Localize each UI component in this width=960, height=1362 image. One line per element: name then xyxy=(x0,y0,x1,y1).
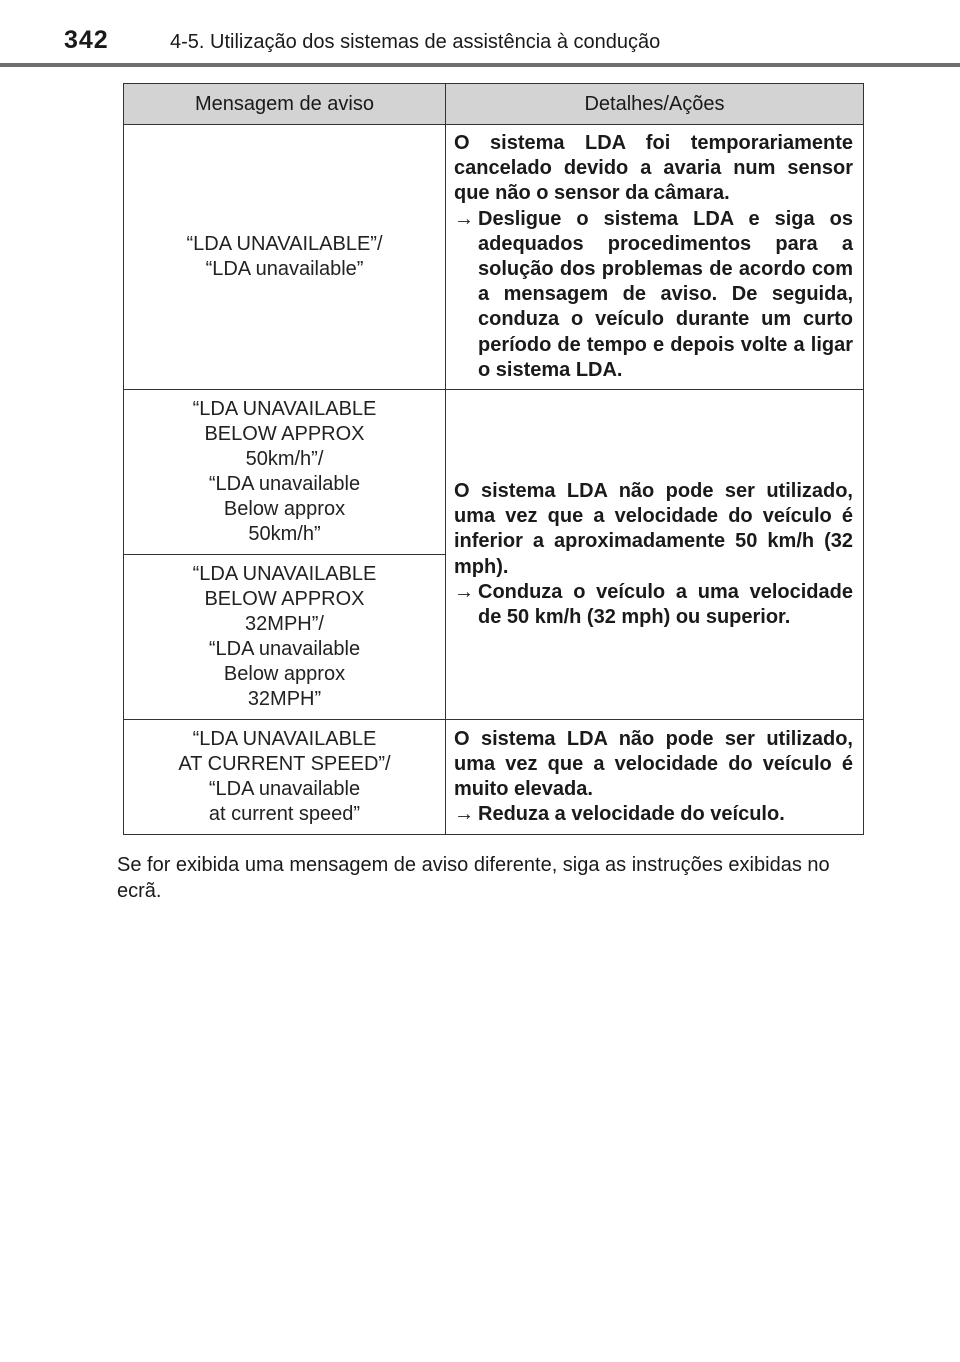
arrow-icon: → xyxy=(454,580,474,603)
footnote-text: Se for exibida uma mensagem de aviso diferente, siga as instruções exibidas no ecrã. xyxy=(117,854,830,902)
action-item xyxy=(454,207,853,383)
message-line: 50km/h” xyxy=(248,523,321,546)
page-number: 342 xyxy=(64,26,109,54)
message-line: at current speed” xyxy=(208,803,361,826)
message-line: “LDA unavailable xyxy=(208,638,361,661)
details-cell xyxy=(446,720,864,835)
page-header xyxy=(0,0,960,66)
warning-message-cell xyxy=(124,555,446,720)
message-line: “LDA unavailable xyxy=(208,473,361,496)
warning-messages-table xyxy=(123,83,864,835)
action-item xyxy=(454,580,853,630)
message-line: BELOW APPROX xyxy=(204,423,365,446)
warning-message-cell xyxy=(124,720,446,835)
message-line: “LDA UNAVAILABLE xyxy=(192,398,377,421)
table-row xyxy=(124,720,864,835)
details-cell xyxy=(446,390,864,720)
warning-message-cell xyxy=(124,125,446,390)
column-header-details: Detalhes/Ações xyxy=(446,84,864,125)
message-line: “LDA UNAVAILABLE xyxy=(192,728,377,751)
table-header-row xyxy=(124,84,864,125)
table-row xyxy=(124,125,864,390)
message-line: “LDA UNAVAILABLE”/ xyxy=(186,233,383,256)
arrow-icon: → xyxy=(454,207,474,230)
message-line: Below approx xyxy=(223,663,346,686)
action-text: Desligue o sistema LDA e siga os adequados procedimentos para a solução dos problemas de acordo com a mensagem de aviso. De seguida, conduza o veículo durante um curto período de tempo e depois volte a ligar o sistema LDA. xyxy=(478,207,853,381)
action-item xyxy=(454,802,853,827)
warning-message-cell xyxy=(124,390,446,555)
message-line: 32MPH”/ xyxy=(245,613,324,636)
column-header-message: Mensagem de aviso xyxy=(124,84,446,125)
details-cell xyxy=(446,125,864,390)
message-line: 32MPH” xyxy=(247,688,322,711)
detail-text: O sistema LDA foi temporariamente cancelado devido a avaria num sensor que não o sensor da câmara. xyxy=(454,132,853,205)
message-line: BELOW APPROX xyxy=(204,588,365,611)
action-text: Conduza o veículo a uma velocidade de 50 km/h (32 mph) ou superior. xyxy=(478,580,853,628)
detail-text: O sistema LDA não pode ser utilizado, uma vez que a velocidade do veículo é inferior a aproximadamente 50 km/h (32 mph). xyxy=(454,479,853,578)
arrow-icon: → xyxy=(454,803,474,826)
message-line: AT CURRENT SPEED”/ xyxy=(178,753,391,776)
message-line: “LDA unavailable” xyxy=(205,258,364,281)
message-line: “LDA UNAVAILABLE xyxy=(192,563,377,586)
message-line: “LDA unavailable xyxy=(208,778,361,801)
table-row xyxy=(124,390,864,555)
message-line: Below approx xyxy=(223,498,346,521)
action-text: Reduza a velocidade do veículo. xyxy=(478,803,785,826)
header-divider xyxy=(0,63,960,67)
message-line: 50km/h”/ xyxy=(245,448,324,471)
detail-text: O sistema LDA não pode ser utilizado, uma vez que a velocidade do veículo é muito elevada. xyxy=(454,727,853,801)
section-title: 4-5. Utilização dos sistemas de assistência à condução xyxy=(170,31,661,53)
